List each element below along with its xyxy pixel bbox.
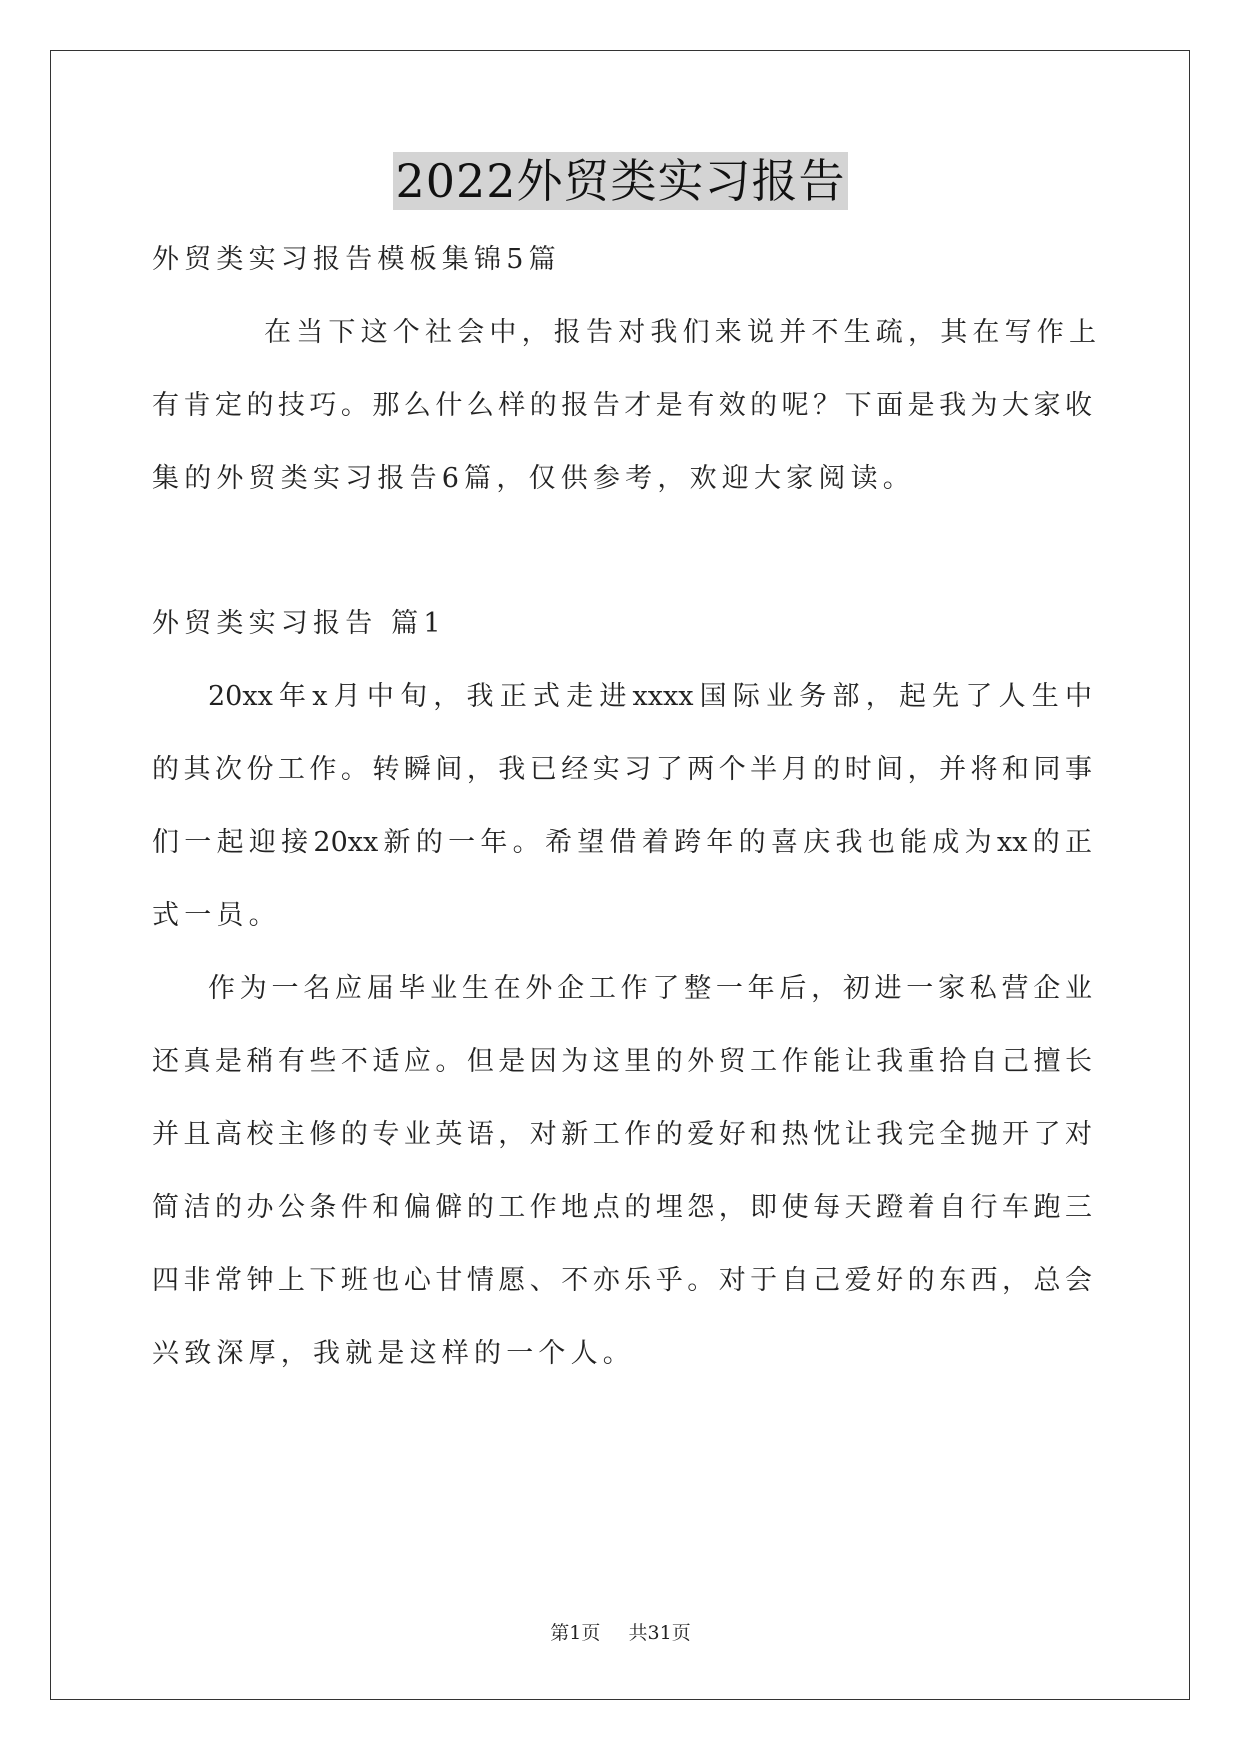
paragraph-line: 作为一名应届毕业生在外企工作了整一年后，初进一家私营企业 <box>208 973 1092 1004</box>
paragraph-line: 20xx年x月中旬，我正式走进xxxx国际业务部，起先了人生中 <box>208 681 1092 712</box>
paragraph-line: 四非常钟上下班也心甘情愿、不亦乐乎。对于自己爱好的东西，总会 <box>152 1265 1092 1296</box>
document-subtitle: 外贸类实习报告模板集锦5篇 <box>152 244 561 275</box>
paragraph-line: 还真是稍有些不适应。但是因为这里的外贸工作能让我重拾自己擅长 <box>152 1046 1092 1077</box>
document-title: 2022外贸类实习报告 <box>395 154 846 208</box>
page-footer <box>0 1618 1241 1645</box>
paragraph-line: 兴致深厚，我就是这样的一个人。 <box>152 1338 635 1369</box>
title-container <box>0 152 1241 210</box>
paragraph-line: 们一起迎接20xx新的一年。希望借着跨年的喜庆我也能成为xx的正 <box>152 827 1092 858</box>
total-pages: 共31页 <box>628 1622 691 1644</box>
page-border <box>50 50 1190 1700</box>
page-number: 第1页 <box>550 1622 601 1644</box>
intro-line: 有肯定的技巧。那么什么样的报告才是有效的呢？下面是我为大家收 <box>152 390 1092 421</box>
paragraph-line: 的其次份工作。转瞬间，我已经实习了两个半月的时间，并将和同事 <box>152 754 1092 785</box>
intro-line: 在当下这个社会中，报告对我们来说并不生疏，其在写作上 <box>264 317 1102 348</box>
paragraph-line: 式一员。 <box>152 900 281 931</box>
intro-line: 集的外贸类实习报告6篇，仅供参考，欢迎大家阅读。 <box>152 463 915 494</box>
section-heading: 外贸类实习报告 篇1 <box>152 608 446 639</box>
paragraph-line: 简洁的办公条件和偏僻的工作地点的埋怨，即使每天蹬着自行车跑三 <box>152 1192 1092 1223</box>
paragraph-line: 并且高校主修的专业英语，对新工作的爱好和热忱让我完全抛开了对 <box>152 1119 1092 1150</box>
